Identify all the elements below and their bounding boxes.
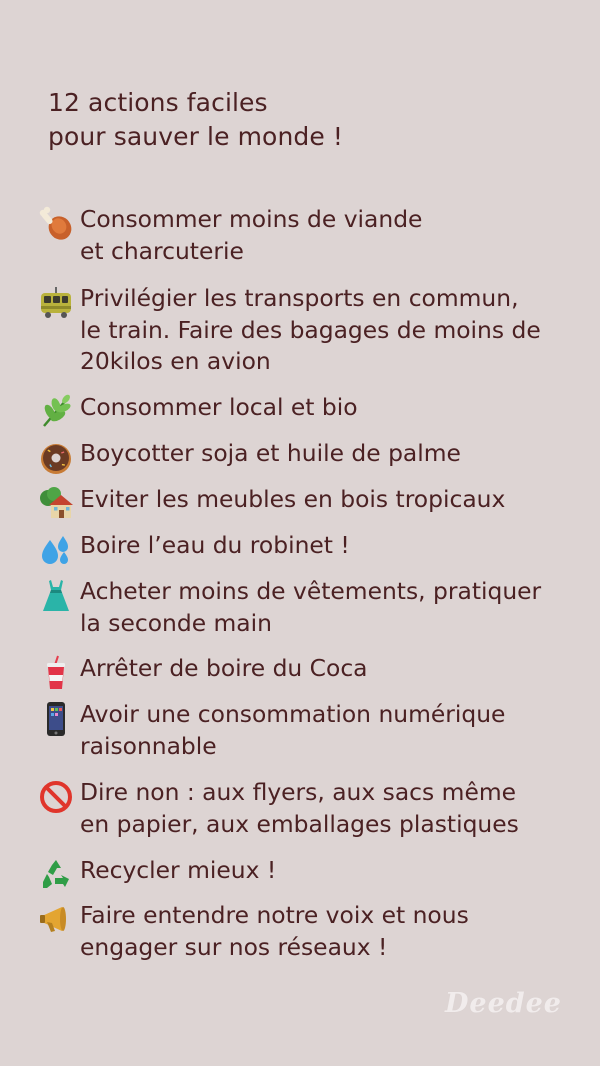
list-item-text [80, 484, 505, 516]
mobile-phone-icon [38, 701, 74, 737]
dress-icon [38, 578, 74, 614]
list-item-text [80, 576, 541, 639]
list-item-line: 20kilos en avion [80, 347, 271, 375]
list-item-line: Acheter moins de vêtements, pratiquer [80, 577, 542, 605]
list-item-line: Recycler mieux ! [80, 856, 277, 884]
list-item-text [80, 653, 368, 685]
recycle-icon [38, 857, 74, 893]
list-item-line: Consommer moins de viande [80, 205, 423, 233]
title-line-2: pour sauver le monde ! [48, 122, 344, 151]
list-item-line: la seconde main [80, 608, 272, 637]
list-item-line: Arrêter de boire du Coca [80, 654, 368, 682]
list-item-line: Faire entendre notre voix et nous [80, 901, 469, 929]
list-item-line: le train. Faire des bagages de moins de [80, 315, 541, 344]
soda-cup-icon [38, 655, 74, 691]
list-item-text [80, 777, 519, 840]
list-item-text [80, 204, 422, 267]
list-item-line: Privilégier les transports en commun, [80, 284, 519, 312]
list-item-line: Boire l’eau du robinet ! [80, 531, 350, 559]
water-droplets-icon [38, 532, 74, 568]
list-item-text [80, 699, 505, 762]
list-item-text [80, 530, 350, 562]
list-item-line: Consommer local et bio [80, 393, 358, 421]
doughnut-icon [38, 440, 74, 476]
list-item-text [80, 283, 541, 378]
list-item-line: Dire non : aux flyers, aux sacs même [80, 778, 517, 806]
no-entry-icon [38, 779, 74, 815]
list-item-line: Avoir une consommation numérique [80, 700, 506, 728]
title-line-1: 12 actions faciles [48, 88, 268, 117]
list-item-line: raisonnable [80, 731, 217, 760]
list-item-text [80, 438, 461, 470]
list-item-line: Boycotter soja et huile de palme [80, 439, 461, 467]
list-item-line: Eviter les meubles en bois tropicaux [80, 485, 506, 513]
brand-logo: Deedee [444, 988, 562, 1019]
list-item-line: et charcuterie [80, 236, 244, 265]
list-item-text [80, 900, 469, 963]
megaphone-icon [38, 902, 74, 938]
list-item-text [80, 392, 358, 424]
herb-leaf-icon [38, 394, 74, 430]
list-item-text [80, 855, 276, 887]
meat-drumstick-icon [38, 206, 74, 242]
list-item-line: engager sur nos réseaux ! [80, 932, 388, 961]
house-with-tree-icon [38, 486, 74, 522]
list-item-line: en papier, aux emballages plastiques [80, 809, 519, 838]
tram-icon [38, 285, 74, 321]
page-title [48, 86, 343, 154]
